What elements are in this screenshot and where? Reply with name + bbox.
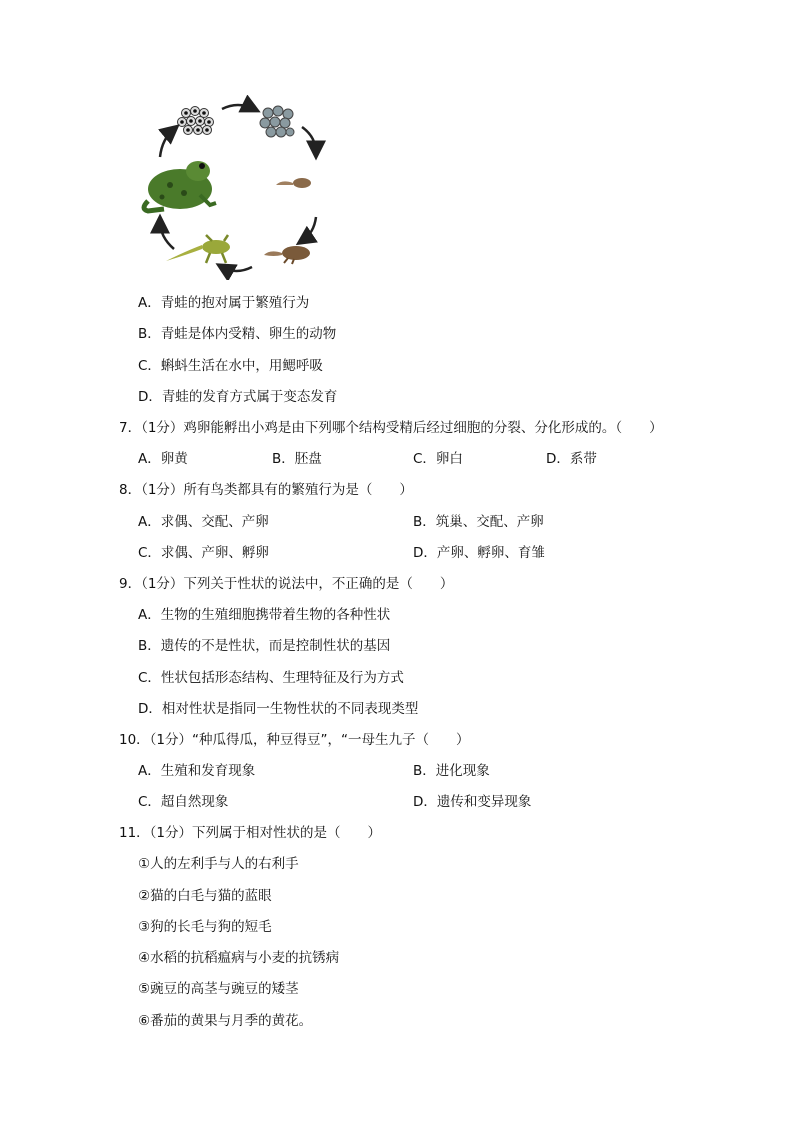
q11-item-6: ⑥番茄的黄果与月季的黄花。 [138,1013,313,1029]
q11-item-4: ④水稻的抗稻瘟病与小麦的抗锈病 [138,950,340,966]
q6-option-c: C．蝌蚪生活在水中，用鳃呼吸 [138,358,323,374]
cycle-arrow [302,217,316,241]
q9-option-c: C．性状包括形态结构、生理特征及行为方式 [138,670,404,686]
frog-eggs-image [178,107,214,135]
cycle-arrow [302,127,316,153]
q8-stem: 8．（1分）所有鸟类都具有的繁殖行为是（ ） [119,482,413,498]
q11-item-5: ⑤豌豆的高茎与豌豆的矮茎 [138,981,299,997]
q9-option-d: D．相对性状是指同一生物性状的不同表现类型 [138,701,419,717]
tadpole-with-legs-image [264,246,310,264]
q11-stem: 11．（1分）下列属于相对性状的是（ ） [119,825,382,841]
q8-option-a: A．求偶、交配、产卵 [138,514,269,530]
q8-option-c: C．求偶、产卵、孵卵 [138,545,269,561]
q10-option-d: D．遗传和变异现象 [413,794,532,810]
q7-option-c: C．卵白 [413,451,463,467]
frog-life-cycle-diagram [130,95,345,280]
q7-option-a: A．卵黄 [138,451,188,467]
tadpole-image [276,178,311,188]
q8-option-d: D．产卵、孵卵、育雏 [413,545,545,561]
q10-option-a: A．生殖和发育现象 [138,763,256,779]
q7-option-d: D．系带 [546,451,597,467]
cycle-arrow [160,129,174,157]
q11-item-3: ③狗的长毛与狗的短毛 [138,919,272,935]
adult-frog-image [144,161,216,211]
developing-eggs-image [260,106,294,137]
q11-item-1: ①人的左利手与人的右利手 [138,856,299,872]
q6-option-b: B．青蛙是体内受精、卵生的动物 [138,326,337,342]
cycle-arrow [160,221,174,249]
q9-option-b: B．遗传的不是性状，而是控制性状的基因 [138,638,391,654]
q9-stem: 9．（1分）下列关于性状的说法中，不正确的是（ ） [119,576,454,592]
q11-item-2: ②猫的白毛与猫的蓝眼 [138,888,272,904]
froglet-image [166,235,230,263]
q10-option-b: B．进化现象 [413,763,490,779]
q6-option-d: D．青蛙的发育方式属于变态发育 [138,389,338,405]
q8-option-b: B．筑巢、交配、产卵 [413,514,544,530]
cycle-arrow [222,267,252,271]
q6-option-a: A．青蛙的抱对属于繁殖行为 [138,295,310,311]
q7-option-b: B．胚盘 [272,451,322,467]
q10-option-c: C．超自然现象 [138,794,229,810]
q9-option-a: A．生物的生殖细胞携带着生物的各种性状 [138,607,391,623]
q10-stem: 10．（1分）“种瓜得瓜，种豆得豆”，“一母生九子（ ） [119,732,470,748]
q7-stem: 7．（1分）鸡卵能孵出小鸡是由下列哪个结构受精后经过细胞的分裂、分化形成的。（ ） [119,420,663,436]
cycle-arrow [222,105,254,109]
